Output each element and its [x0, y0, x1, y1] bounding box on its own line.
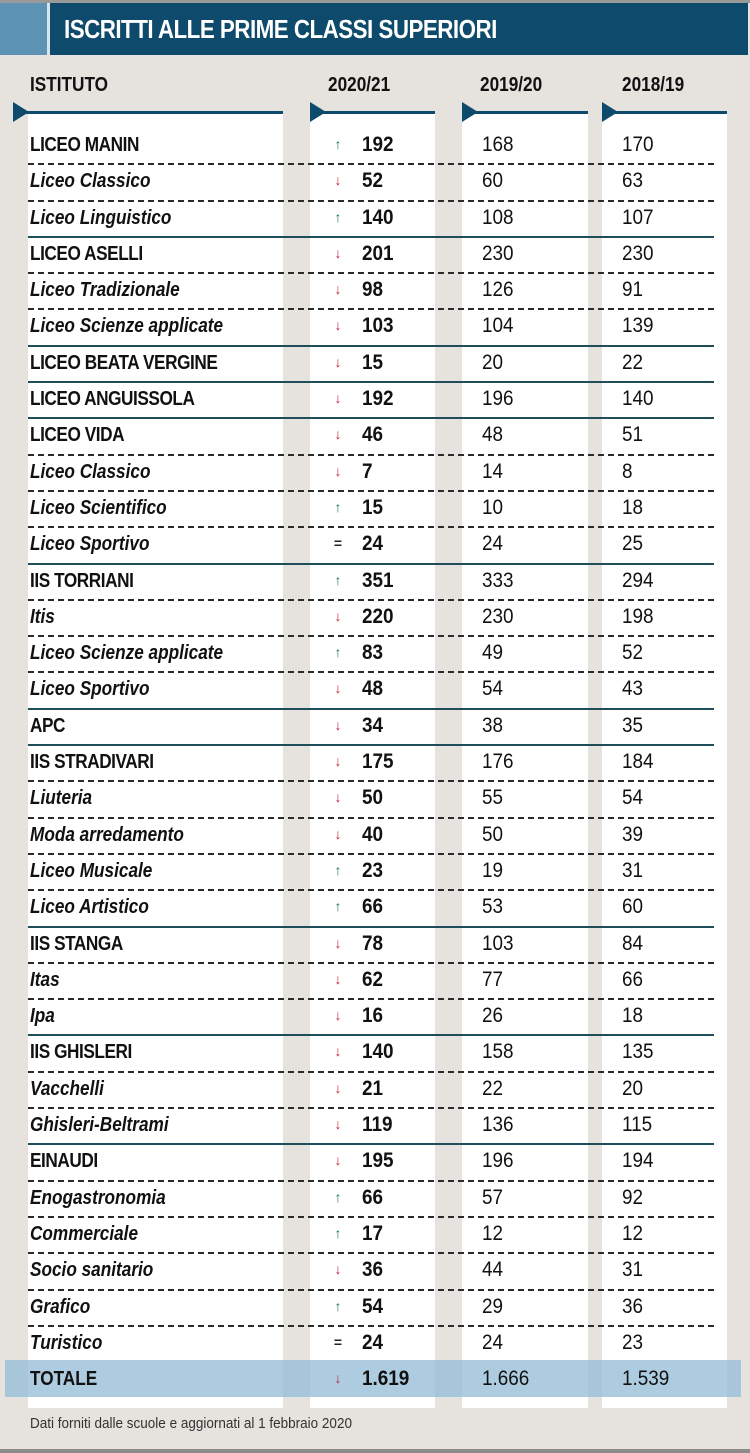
istituto-name: Liuteria: [30, 787, 93, 810]
trend-down-icon: ↓: [334, 607, 342, 624]
value-2018-19: 25: [622, 532, 644, 556]
row-divider: [28, 526, 714, 528]
trend-up-icon: ↑: [334, 498, 342, 515]
value-2018-19: 135: [622, 1040, 654, 1064]
table-row: [0, 962, 750, 998]
istituto-name: LICEO ANGUISSOLA: [30, 388, 195, 411]
istituto-name: Vacchelli: [30, 1077, 104, 1100]
value-2019-20: 48: [482, 423, 504, 447]
value-2020-21: 66: [362, 895, 384, 919]
value-2019-20: 158: [482, 1040, 514, 1064]
page-title: ISCRITTI ALLE PRIME CLASSI SUPERIORI: [64, 14, 497, 44]
table-row-group: [0, 127, 750, 163]
value-2018-19: 63: [622, 169, 644, 193]
value-2020-21: 23: [362, 858, 384, 882]
value-2019-20: 54: [482, 677, 504, 701]
value-2019-20: 176: [482, 750, 514, 774]
value-2019-20: 103: [482, 931, 514, 955]
trend-down-icon: ↓: [334, 353, 342, 370]
istituto-name: Enogastronomia: [30, 1186, 166, 1209]
trend-down-icon: ↓: [334, 1152, 342, 1169]
trend-up-icon: ↑: [334, 571, 342, 588]
value-2019-20: 230: [482, 604, 514, 628]
trend-down-icon: ↓: [334, 1370, 342, 1386]
value-2018-19: 43: [622, 677, 644, 701]
value-2019-20: 53: [482, 895, 504, 919]
value-2018-19: 54: [622, 786, 644, 810]
value-2020-21: 62: [362, 967, 384, 991]
value-2018-19: 20: [622, 1076, 644, 1100]
istituto-name: LICEO BEATA VERGINE: [30, 351, 218, 374]
value-2018-19: 51: [622, 423, 644, 447]
table-row: [0, 635, 750, 671]
column-header-2018-19: 2018/19: [622, 74, 685, 96]
value-2019-20: 19: [482, 858, 504, 882]
table-row: [0, 490, 750, 526]
total-2019-20: 1.666: [482, 1367, 530, 1390]
group-divider: [28, 345, 714, 347]
value-2019-20: 22: [482, 1076, 504, 1100]
value-2018-19: 170: [622, 133, 654, 156]
value-2019-20: 24: [482, 1330, 504, 1354]
value-2018-19: 198: [622, 604, 654, 628]
value-2020-21: 34: [362, 713, 384, 737]
row-divider: [28, 962, 714, 964]
value-2019-20: 60: [482, 169, 504, 193]
istituto-name: Liceo Sportivo: [30, 678, 150, 701]
value-2020-21: 21: [362, 1076, 384, 1100]
row-divider: [28, 1289, 714, 1291]
trend-down-icon: ↓: [334, 281, 342, 298]
value-2020-21: 119: [362, 1113, 393, 1137]
trend-down-icon: ↓: [334, 934, 342, 951]
value-2019-20: 108: [482, 205, 514, 229]
value-2019-20: 49: [482, 641, 504, 665]
trend-down-icon: ↓: [334, 716, 342, 733]
group-divider: [28, 926, 714, 928]
value-2019-20: 26: [482, 1004, 504, 1028]
value-2019-20: 12: [482, 1221, 504, 1245]
value-2018-19: 60: [622, 895, 644, 919]
table-row: [0, 200, 750, 236]
trend-down-icon: ↓: [334, 1116, 342, 1133]
trend-down-icon: ↓: [334, 1261, 342, 1278]
trend-up-icon: ↑: [334, 1224, 342, 1241]
value-2018-19: 18: [622, 495, 644, 519]
trend-down-icon: ↓: [334, 680, 342, 697]
table-row-group: [0, 345, 750, 381]
value-2018-19: 23: [622, 1330, 644, 1354]
value-2020-21: 17: [362, 1221, 384, 1245]
value-2018-19: 8: [622, 459, 633, 483]
table-row: [0, 1180, 750, 1216]
value-2019-20: 44: [482, 1258, 504, 1282]
value-2018-19: 139: [622, 314, 654, 338]
value-2019-20: 55: [482, 786, 504, 810]
row-divider: [28, 163, 714, 165]
value-2019-20: 168: [482, 133, 514, 156]
table-row-group: [0, 563, 750, 599]
table-row-group: [0, 1034, 750, 1070]
value-2018-19: 52: [622, 641, 644, 665]
trend-up-icon: ↑: [334, 898, 342, 915]
istituto-name: Itas: [30, 968, 60, 991]
istituto-name: Ghisleri-Beltrami: [30, 1114, 169, 1137]
istituto-name: LICEO ASELLI: [30, 242, 143, 265]
value-2018-19: 140: [622, 387, 654, 411]
row-divider: [28, 853, 714, 855]
value-2018-19: 39: [622, 822, 644, 846]
header-rule: [20, 111, 283, 114]
total-row: [0, 1360, 750, 1397]
row-divider: [28, 780, 714, 782]
value-2020-21: 24: [362, 1330, 384, 1354]
value-2020-21: 15: [362, 495, 384, 519]
value-2020-21: 83: [362, 641, 384, 665]
table-row: [0, 780, 750, 816]
table-row: [0, 853, 750, 889]
total-2020-21: 1.619: [362, 1367, 410, 1390]
trend-up-icon: ↑: [334, 208, 342, 225]
header-rule: [610, 111, 727, 114]
value-2020-21: 351: [362, 568, 394, 592]
trend-up-icon: ↑: [334, 1297, 342, 1314]
value-2020-21: 24: [362, 532, 384, 556]
table-row: [0, 1107, 750, 1143]
value-2018-19: 92: [622, 1185, 644, 1209]
value-2020-21: 7: [362, 459, 373, 483]
istituto-name: IIS TORRIANI: [30, 569, 134, 592]
value-2018-19: 107: [622, 205, 654, 229]
row-divider: [28, 1252, 714, 1254]
value-2019-20: 126: [482, 278, 514, 302]
title-accent-block: [0, 3, 47, 55]
value-2018-19: 91: [622, 278, 644, 302]
istituto-name: IIS GHISLERI: [30, 1041, 132, 1064]
header-rule: [318, 111, 435, 114]
trend-down-icon: ↓: [334, 753, 342, 770]
table-row: [0, 526, 750, 562]
trend-down-icon: ↓: [334, 825, 342, 842]
row-divider: [28, 1180, 714, 1182]
group-divider: [28, 417, 714, 419]
value-2018-19: 84: [622, 931, 644, 955]
value-2019-20: 24: [482, 532, 504, 556]
value-2020-21: 36: [362, 1258, 384, 1282]
table-row: [0, 889, 750, 925]
value-2020-21: 98: [362, 278, 384, 302]
table-row-group: [0, 744, 750, 780]
title-background: [50, 3, 748, 55]
value-2019-20: 14: [482, 459, 504, 483]
istituto-name: APC: [30, 714, 66, 737]
value-2019-20: 196: [482, 387, 514, 411]
table-body: [0, 127, 750, 1361]
value-2019-20: 104: [482, 314, 514, 338]
trend-down-icon: ↓: [334, 1079, 342, 1096]
value-2020-21: 15: [362, 350, 384, 374]
istituto-name: Liceo Sportivo: [30, 533, 150, 556]
value-2019-20: 136: [482, 1113, 514, 1137]
row-divider: [28, 1107, 714, 1109]
value-2019-20: 10: [482, 495, 504, 519]
trend-down-icon: ↓: [334, 426, 342, 443]
istituto-name: LICEO VIDA: [30, 424, 125, 447]
table-row-group: [0, 417, 750, 453]
trend-down-icon: ↓: [334, 390, 342, 407]
table-row: [0, 163, 750, 199]
trend-down-icon: ↓: [334, 1043, 342, 1060]
value-2020-21: 66: [362, 1185, 384, 1209]
value-2018-19: 230: [622, 241, 654, 265]
table-row-group: [0, 1143, 750, 1179]
trend-down-icon: ↓: [334, 172, 342, 189]
source-footnote: Dati forniti dalle scuole e aggiornati al 1 febbraio 2020: [30, 1415, 352, 1432]
row-divider: [28, 1216, 714, 1218]
value-2018-19: 36: [622, 1294, 644, 1318]
column-header-istituto: ISTITUTO: [30, 74, 109, 96]
row-divider: [28, 671, 714, 673]
table-row-group: [0, 236, 750, 272]
value-2018-19: 35: [622, 713, 644, 737]
value-2018-19: 31: [622, 1258, 644, 1282]
trend-down-icon: ↓: [334, 462, 342, 479]
istituto-name: Ipa: [30, 1005, 55, 1028]
row-divider: [28, 635, 714, 637]
column-header-2020-21: 2020/21: [328, 74, 391, 96]
value-2018-19: 12: [622, 1221, 644, 1245]
value-2019-20: 29: [482, 1294, 504, 1318]
row-divider: [28, 998, 714, 1000]
istituto-name: Liceo Artistico: [30, 896, 149, 919]
value-2019-20: 196: [482, 1149, 514, 1173]
row-divider: [28, 490, 714, 492]
table-row: [0, 1216, 750, 1252]
value-2018-19: 66: [622, 967, 644, 991]
value-2020-21: 48: [362, 677, 384, 701]
group-divider: [28, 744, 714, 746]
value-2018-19: 115: [622, 1113, 653, 1137]
value-2018-19: 194: [622, 1149, 654, 1173]
value-2020-21: 50: [362, 786, 384, 810]
value-2019-20: 230: [482, 241, 514, 265]
table-row-group: [0, 381, 750, 417]
trend-down-icon: ↓: [334, 970, 342, 987]
row-divider: [28, 454, 714, 456]
group-divider: [28, 708, 714, 710]
total-label: TOTALE: [30, 1368, 98, 1390]
row-divider: [28, 599, 714, 601]
table-row: [0, 1252, 750, 1288]
trend-down-icon: ↓: [334, 1007, 342, 1024]
value-2020-21: 52: [362, 169, 384, 193]
table-row: [0, 454, 750, 490]
value-2020-21: 192: [362, 387, 394, 411]
value-2019-20: 77: [482, 967, 504, 991]
group-divider: [28, 236, 714, 238]
table-row: [0, 998, 750, 1034]
istituto-name: Liceo Scienze applicate: [30, 315, 224, 338]
table-row: [0, 671, 750, 707]
table-row-group: [0, 708, 750, 744]
value-2019-20: 38: [482, 713, 504, 737]
table-row: [0, 1071, 750, 1107]
value-2020-21: 46: [362, 423, 384, 447]
row-divider: [28, 308, 714, 310]
title-bar: [0, 3, 748, 55]
group-divider: [28, 563, 714, 565]
bottom-border: [0, 1449, 750, 1453]
table-row: [0, 817, 750, 853]
value-2020-21: 140: [362, 205, 394, 229]
value-2020-21: 40: [362, 822, 384, 846]
row-divider: [28, 889, 714, 891]
value-2020-21: 201: [362, 241, 394, 265]
group-divider: [28, 381, 714, 383]
trend-down-icon: ↓: [334, 789, 342, 806]
trend-up-icon: ↑: [334, 644, 342, 661]
group-divider: [28, 1034, 714, 1036]
value-2019-20: 57: [482, 1185, 504, 1209]
istituto-name: Turistico: [30, 1331, 103, 1354]
istituto-name: Itis: [30, 605, 55, 628]
table-row-group: [0, 926, 750, 962]
istituto-name: Moda arredamento: [30, 823, 184, 846]
trend-up-icon: ↑: [334, 861, 342, 878]
table-row: [0, 599, 750, 635]
value-2020-21: 103: [362, 314, 394, 338]
trend-up-icon: ↑: [334, 1188, 342, 1205]
value-2020-21: 195: [362, 1149, 394, 1173]
istituto-name: Liceo Musicale: [30, 859, 153, 882]
header-rule: [470, 111, 588, 114]
istituto-name: Liceo Scientifico: [30, 496, 167, 519]
value-2019-20: 50: [482, 822, 504, 846]
row-divider: [28, 1071, 714, 1073]
total-2018-19: 1.539: [622, 1367, 670, 1390]
value-2018-19: 184: [622, 750, 654, 774]
istituto-name: Socio sanitario: [30, 1259, 154, 1282]
istituto-name: IIS STRADIVARI: [30, 751, 154, 774]
row-divider: [28, 272, 714, 274]
istituto-name: Liceo Classico: [30, 460, 151, 483]
table-row: [0, 1289, 750, 1325]
istituto-name: LICEO MANIN: [30, 134, 139, 156]
trend-down-icon: ↓: [334, 317, 342, 334]
istituto-name: IIS STANGA: [30, 932, 123, 955]
column-header-2019-20: 2019/20: [480, 74, 543, 96]
table-row: [0, 308, 750, 344]
table-row: [0, 1325, 750, 1361]
trend-equal-icon: =: [333, 535, 343, 552]
value-2018-19: 31: [622, 858, 644, 882]
value-2020-21: 78: [362, 931, 384, 955]
value-2020-21: 54: [362, 1294, 384, 1318]
istituto-name: Liceo Linguistico: [30, 206, 172, 229]
group-divider: [28, 1143, 714, 1145]
value-2018-19: 294: [622, 568, 654, 592]
istituto-name: Commerciale: [30, 1222, 139, 1245]
value-2020-21: 140: [362, 1040, 394, 1064]
istituto-name: EINAUDI: [30, 1150, 98, 1173]
row-divider: [28, 200, 714, 202]
value-2019-20: 20: [482, 350, 504, 374]
value-2020-21: 192: [362, 133, 394, 156]
row-divider: [28, 1325, 714, 1327]
istituto-name: Grafico: [30, 1295, 91, 1318]
value-2020-21: 175: [362, 750, 394, 774]
value-2018-19: 18: [622, 1004, 644, 1028]
row-divider: [28, 817, 714, 819]
trend-down-icon: ↓: [334, 244, 342, 261]
istituto-name: Liceo Classico: [30, 170, 151, 193]
value-2020-21: 220: [362, 604, 394, 628]
istituto-name: Liceo Tradizionale: [30, 279, 180, 302]
value-2019-20: 333: [482, 568, 514, 592]
trend-up-icon: ↑: [334, 136, 342, 152]
table-row: [0, 272, 750, 308]
value-2020-21: 16: [362, 1004, 384, 1028]
istituto-name: Liceo Scienze applicate: [30, 642, 224, 665]
value-2018-19: 22: [622, 350, 644, 374]
trend-equal-icon: =: [333, 1333, 343, 1350]
